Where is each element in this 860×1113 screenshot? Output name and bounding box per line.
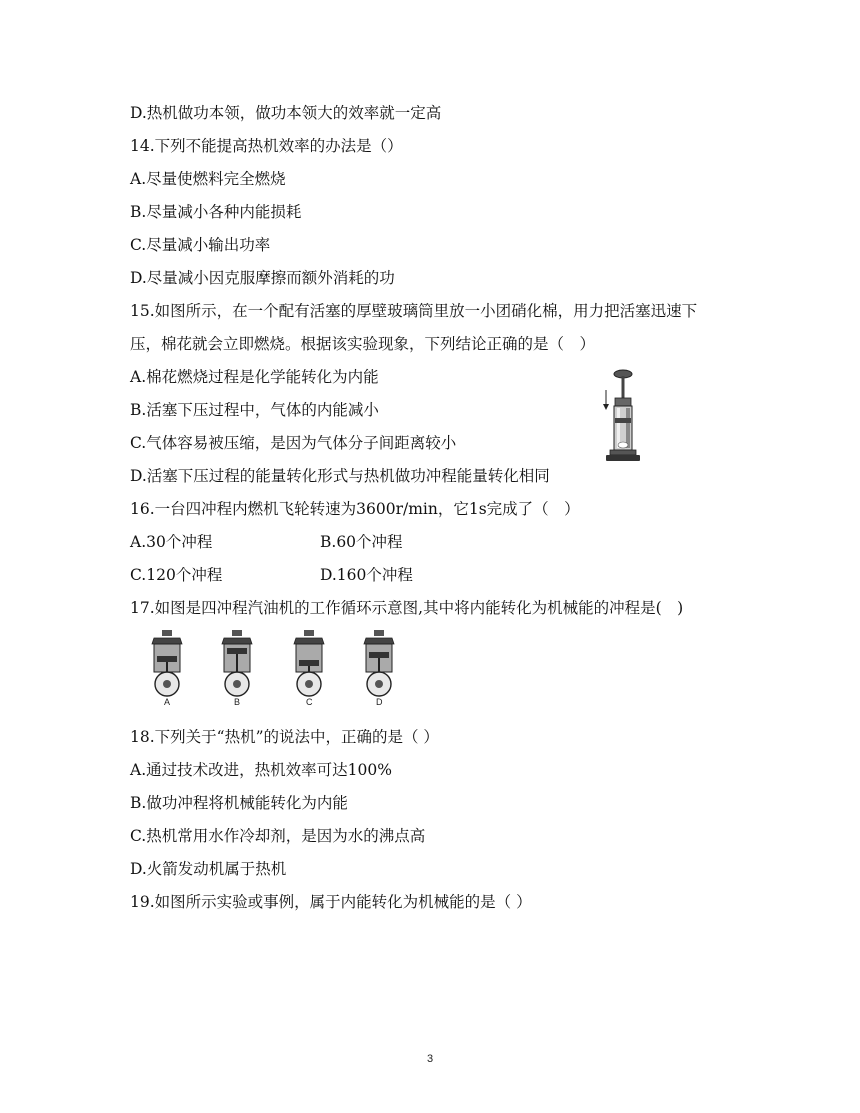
q15-option-c: C.气体容易被压缩，是因为气体分子间距离较小 xyxy=(130,434,457,452)
engine-diagram-a xyxy=(152,630,182,696)
q16-option-c: C.120个冲程 xyxy=(130,566,223,584)
q14-option-d: D.尽量减小因克服摩擦而额外消耗的功 xyxy=(130,269,395,287)
q15-stem-line1: 15.如图所示，在一个配有活塞的厚壁玻璃筒里放一小团硝化棉，用力把活塞迅速下 xyxy=(130,302,698,320)
engine-label-d: D xyxy=(376,697,383,707)
piston-cylinder-figure xyxy=(598,366,648,464)
engine-diagram-d xyxy=(364,630,394,696)
q13-option-d: D.热机做功本领，做功本领大的效率就一定高 xyxy=(130,104,442,122)
q14-option-b: B.尽量减小各种内能损耗 xyxy=(130,203,302,221)
q14-option-c: C.尽量减小输出功率 xyxy=(130,236,271,254)
page-number: 3 xyxy=(426,1053,434,1065)
q16-stem: 16.一台四冲程内燃机飞轮转速为3600r/min，它1s完成了（ ） xyxy=(130,500,580,518)
q18-option-c: C.热机常用水作冷却剂，是因为水的沸点高 xyxy=(130,827,426,845)
engine-label-a: A xyxy=(164,697,171,707)
q18-option-d: D.火箭发动机属于热机 xyxy=(130,860,287,878)
engine-label-c: C xyxy=(306,697,313,707)
q16-option-a: A.30个冲程 xyxy=(130,533,213,551)
q17-stem: 17.如图是四冲程汽油机的工作循环示意图,其中将内能转化为机械能的冲程是( ) xyxy=(130,599,684,617)
q18-option-a: A.通过技术改进，热机效率可达100% xyxy=(130,761,392,779)
q18-stem: 18.下列关于“热机”的说法中，正确的是（ ） xyxy=(130,728,439,746)
q15-option-d: D.活塞下压过程的能量转化形式与热机做功冲程能量转化相同 xyxy=(130,467,550,485)
q15-option-b: B.活塞下压过程中，气体的内能减小 xyxy=(130,401,379,419)
q14-option-a: A.尽量使燃料完全燃烧 xyxy=(130,170,286,188)
q16-option-d: D.160个冲程 xyxy=(320,566,413,584)
engine-diagram-c xyxy=(294,630,324,696)
q18-option-b: B.做功冲程将机械能转化为内能 xyxy=(130,794,348,812)
q16-option-b: B.60个冲程 xyxy=(320,533,403,551)
engine-diagram-b xyxy=(222,630,252,696)
engine-label-b: B xyxy=(234,697,241,707)
q15-option-a: A.棉花燃烧过程是化学能转化为内能 xyxy=(130,368,379,386)
q19-stem: 19.如图所示实验或事例，属于内能转化为机械能的是（ ） xyxy=(130,893,532,911)
four-stroke-engine-figure xyxy=(128,626,428,708)
q14-stem: 14.下列不能提高热机效率的办法是（） xyxy=(130,137,403,155)
q15-stem-line2: 压，棉花就会立即燃烧。根据该实验现象，下列结论正确的是（ ） xyxy=(130,335,596,353)
